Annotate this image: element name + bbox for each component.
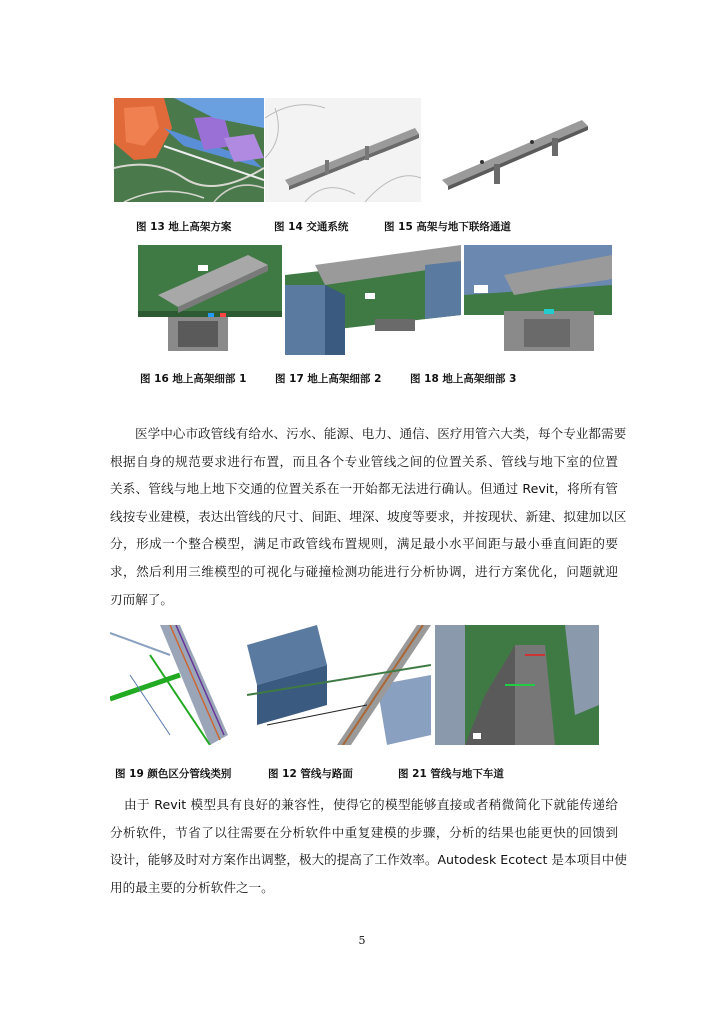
- paragraph-line: 求，然后利用三维模型的可视化与碰撞检测功能进行分析协调，进行方案优化，问题就迎: [110, 563, 618, 579]
- figure-13-caption: 图 13 地上高架方案: [136, 221, 232, 233]
- paragraph-line: 线按专业建模，表达出管线的尺寸、间距、埋深、坡度等要求，并按现状、新建、拟建加以区: [110, 508, 627, 524]
- body-paragraph-analysis: [110, 791, 627, 901]
- paragraph-line: 分，形成一个整合模型，满足市政管线布置规则，满足最小水平间距与最小垂直间距的要: [110, 536, 618, 552]
- figure-21-caption: 图 21 管线与地下车道: [398, 768, 504, 780]
- figure-21-image: [435, 625, 599, 745]
- figure-18-image: [464, 245, 612, 355]
- paragraph-line: 医学中心市政管线有给水、污水、能源、电力、通信、医疗用管六大类，每个专业都需要: [135, 426, 627, 441]
- figure-18-caption: 图 18 地上高架细部 3: [410, 373, 517, 385]
- figure-16-caption: 图 16 地上高架细部 1: [140, 373, 247, 385]
- paragraph-line: 用的最主要的分析软件之一。: [110, 879, 274, 895]
- paragraph-line: 关系、管线与地上地下交通的位置关系在一开始都无法进行确认。但通过 Revit，将所有管: [110, 481, 618, 497]
- paragraph-line: 根据自身的规范要求进行布置，而且各个专业管线之间的位置关系、管线与地下室的位置: [110, 453, 618, 469]
- figure-14-caption: 图 14 交通系统: [274, 221, 349, 233]
- figure-13-image: [114, 98, 264, 202]
- figure-16-image: [138, 245, 282, 355]
- paragraph-line: 刃而解了。: [110, 591, 173, 607]
- page-number: 5: [358, 934, 366, 947]
- paragraph-line: 分析软件，节省了以往需要在分析软件中重复建模的步骤，分析的结果也能更快的回馈到: [110, 824, 618, 840]
- figure-17-image: [285, 245, 461, 355]
- figure-12-caption: 图 12 管线与路面: [268, 768, 353, 780]
- figure-19-caption: 图 19 颜色区分管线类别: [115, 768, 232, 780]
- figure-15-image: [422, 98, 592, 202]
- figure-12-image: [247, 625, 431, 745]
- figure-14-image: [265, 98, 421, 202]
- paragraph-line: 设计，能够及时对方案作出调整，极大的提高了工作效率。Autodesk Ecotect 是本项目中使: [110, 852, 627, 868]
- figure-15-caption: 图 15 高架与地下联络通道: [384, 221, 511, 233]
- paragraph-line: 由于 Revit 模型具有良好的兼容性，使得它的模型能够直接或者稍微简化下就能传递给: [124, 797, 618, 812]
- figure-17-caption: 图 17 地上高架细部 2: [275, 373, 382, 385]
- figure-19-image: [110, 625, 228, 745]
- body-paragraph-pipelines: [110, 420, 627, 613]
